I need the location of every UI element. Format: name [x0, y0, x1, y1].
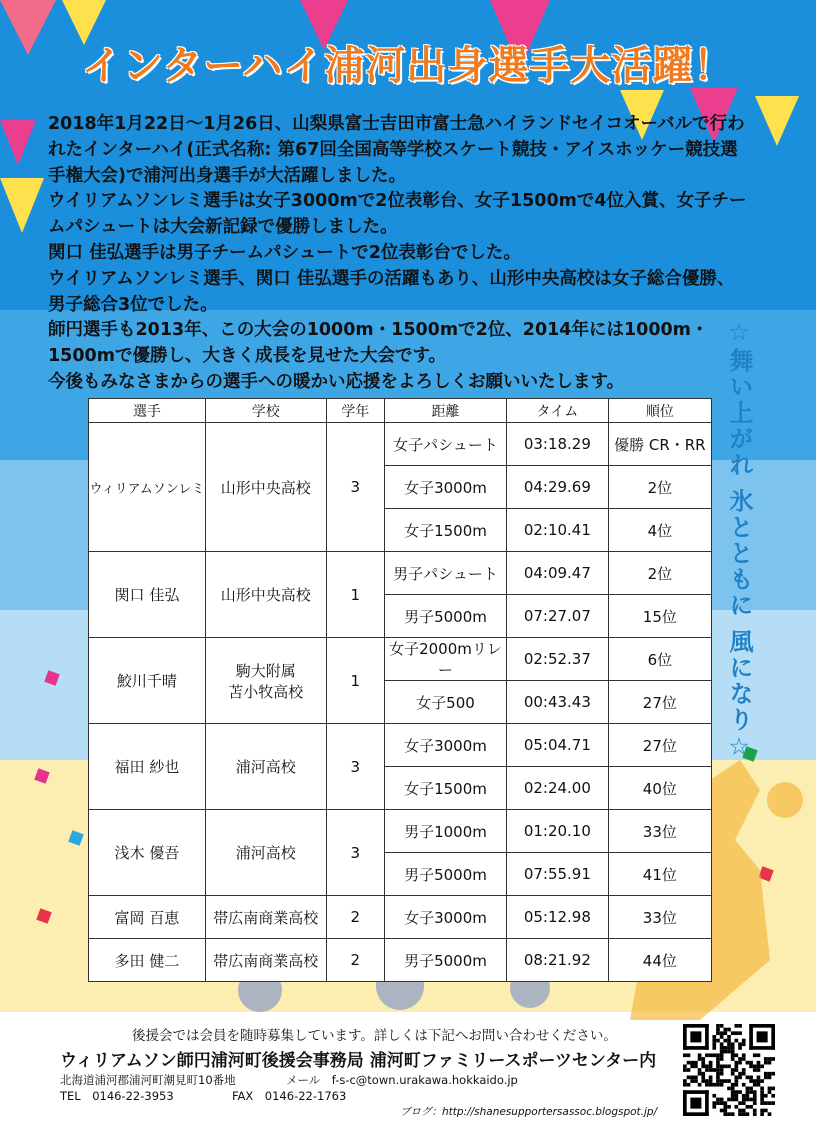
table-row — [89, 939, 712, 982]
table-row — [89, 423, 712, 466]
event-cell: 女子パシュート — [384, 423, 506, 466]
page-title: インターハイ浦河出身選手大活躍！ — [81, 43, 735, 89]
organization-name: ウィリアムソン師円浦河町後援会事務局 浦河町ファミリースポーツセンター内 — [60, 1051, 657, 1071]
blog-link[interactable]: ブログ：http://shanesupportersassoc.blogspot.jp/ — [400, 1106, 658, 1118]
header-athlete: 選手 — [89, 399, 206, 423]
phone: TEL 0146-22-3953 — [60, 1089, 174, 1103]
grade-cell: 2 — [326, 896, 384, 939]
time-cell: 02:10.41 — [507, 509, 609, 552]
school-name-cell: 浦河高校 — [205, 810, 326, 896]
athlete-name-cell: 鮫川千晴 — [89, 638, 206, 724]
school-name-cell: 山形中央高校 — [205, 423, 326, 552]
time-cell: 00:43.43 — [507, 681, 609, 724]
event-cell: 女子2000mリレー — [384, 638, 506, 681]
grade-cell: 3 — [326, 810, 384, 896]
event-cell: 男子5000m — [384, 853, 506, 896]
rank-cell: 27位 — [608, 681, 711, 724]
time-cell: 02:52.37 — [507, 638, 609, 681]
intro-paragraph: 関口 佳弘選手は男子チームパシュートで2位表彰台でした。 — [48, 242, 521, 263]
bunting-flag — [755, 96, 799, 146]
bunting-flag — [0, 120, 36, 165]
event-cell: 男子5000m — [384, 939, 506, 982]
athlete-name-cell: 福田 紗也 — [89, 724, 206, 810]
time-cell: 03:18.29 — [507, 423, 609, 466]
event-cell: 女子3000m — [384, 896, 506, 939]
intro-paragraph: 2018年1月22日～1月26日、山梨県富士吉田市富士急ハイランドセイコオーバルで行われたインターハイ(正式名称: 第67回全国高等学校スケート競技・アイスホッケー競技選手権大会)で浦河出身選手が大活躍しました。 — [48, 114, 745, 186]
time-cell: 07:55.91 — [507, 853, 609, 896]
table-body — [89, 423, 712, 982]
athlete-name-cell: ウィリアムソンレミ — [89, 423, 206, 552]
table-row — [89, 724, 712, 767]
school-name-cell: 帯広南商業高校 — [205, 939, 326, 982]
table-row — [89, 638, 712, 681]
table-row — [89, 810, 712, 853]
time-cell: 04:29.69 — [507, 466, 609, 509]
event-cell: 女子500 — [384, 681, 506, 724]
time-cell: 07:27.07 — [507, 595, 609, 638]
rank-cell: 6位 — [608, 638, 711, 681]
event-cell: 女子3000m — [384, 724, 506, 767]
address: 北海道浦河郡浦河町潮見町10番地 — [60, 1073, 236, 1087]
time-cell: 05:04.71 — [507, 724, 609, 767]
time-cell: 04:09.47 — [507, 552, 609, 595]
time-cell: 01:20.10 — [507, 810, 609, 853]
rank-cell: 優勝 CR・RR — [608, 423, 711, 466]
intro-paragraph: 師円選手も2013年、この大会の1000m・1500mで2位、2014年には1000m・1500mで優勝し、大きく成長を見せた大会です。 — [48, 320, 709, 367]
athlete-name-cell: 多田 健二 — [89, 939, 206, 982]
qr-code-icon[interactable] — [683, 1024, 775, 1116]
header-school: 学校 — [205, 399, 326, 423]
event-cell: 男子1000m — [384, 810, 506, 853]
time-cell: 08:21.92 — [507, 939, 609, 982]
header-rank: 順位 — [608, 399, 711, 423]
intro-paragraph: ウイリアムソンレミ選手は女子3000mで2位表彰台、女子1500mで4位入賞、女子チームパシュートは大会新記録で優勝しました。 — [48, 191, 747, 238]
grade-cell: 1 — [326, 552, 384, 638]
recruit-notice: 後援会では会員を随時募集しています。詳しくは下記へお問い合わせください。 — [132, 1028, 617, 1044]
event-cell: 男子5000m — [384, 595, 506, 638]
fax: FAX 0146-22-1763 — [232, 1089, 347, 1103]
grade-cell: 1 — [326, 638, 384, 724]
grade-cell: 2 — [326, 939, 384, 982]
rank-cell: 33位 — [608, 896, 711, 939]
rank-cell: 15位 — [608, 595, 711, 638]
bunting-flag — [0, 178, 44, 233]
intro-paragraph: 今後もみなさまからの選手への暖かい応援をよろしくお願いいたします。 — [48, 371, 625, 392]
event-cell: 男子パシュート — [384, 552, 506, 595]
athlete-name-cell: 浅木 優吾 — [89, 810, 206, 896]
email-link[interactable]: メール f-s-c@town.urakawa.hokkaido.jp — [286, 1073, 518, 1087]
header-time: タイム — [507, 399, 609, 423]
athlete-name-cell: 富岡 百恵 — [89, 896, 206, 939]
athlete-name-cell: 関口 佳弘 — [89, 552, 206, 638]
school-name-cell: 浦河高校 — [205, 724, 326, 810]
time-cell: 05:12.98 — [507, 896, 609, 939]
rank-cell: 27位 — [608, 724, 711, 767]
header-event: 距離 — [384, 399, 506, 423]
rank-cell: 40位 — [608, 767, 711, 810]
event-cell: 女子1500m — [384, 767, 506, 810]
event-cell: 女子3000m — [384, 466, 506, 509]
rank-cell: 41位 — [608, 853, 711, 896]
rank-cell: 2位 — [608, 552, 711, 595]
intro-paragraph: ウイリアムソンレミ選手、関口 佳弘選手の活躍もあり、山形中央高校は女子総合優勝、男子総合3位でした。 — [48, 268, 735, 315]
rank-cell: 4位 — [608, 509, 711, 552]
table-row — [89, 552, 712, 595]
time-cell: 02:24.00 — [507, 767, 609, 810]
event-cell: 女子1500m — [384, 509, 506, 552]
header-grade: 学年 — [326, 399, 384, 423]
school-name-cell: 駒大附属 苫小牧高校 — [205, 638, 326, 724]
school-name-cell: 帯広南商業高校 — [205, 896, 326, 939]
intro-text — [48, 112, 748, 396]
results-table — [88, 398, 712, 982]
vertical-slogan: ☆舞い上がれ 氷とともに 風になり☆ — [725, 318, 753, 763]
grade-cell: 3 — [326, 423, 384, 552]
grade-cell: 3 — [326, 724, 384, 810]
rank-cell: 44位 — [608, 939, 711, 982]
rank-cell: 33位 — [608, 810, 711, 853]
table-row — [89, 896, 712, 939]
school-name-cell: 山形中央高校 — [205, 552, 326, 638]
rank-cell: 2位 — [608, 466, 711, 509]
table-header-row — [89, 399, 712, 423]
